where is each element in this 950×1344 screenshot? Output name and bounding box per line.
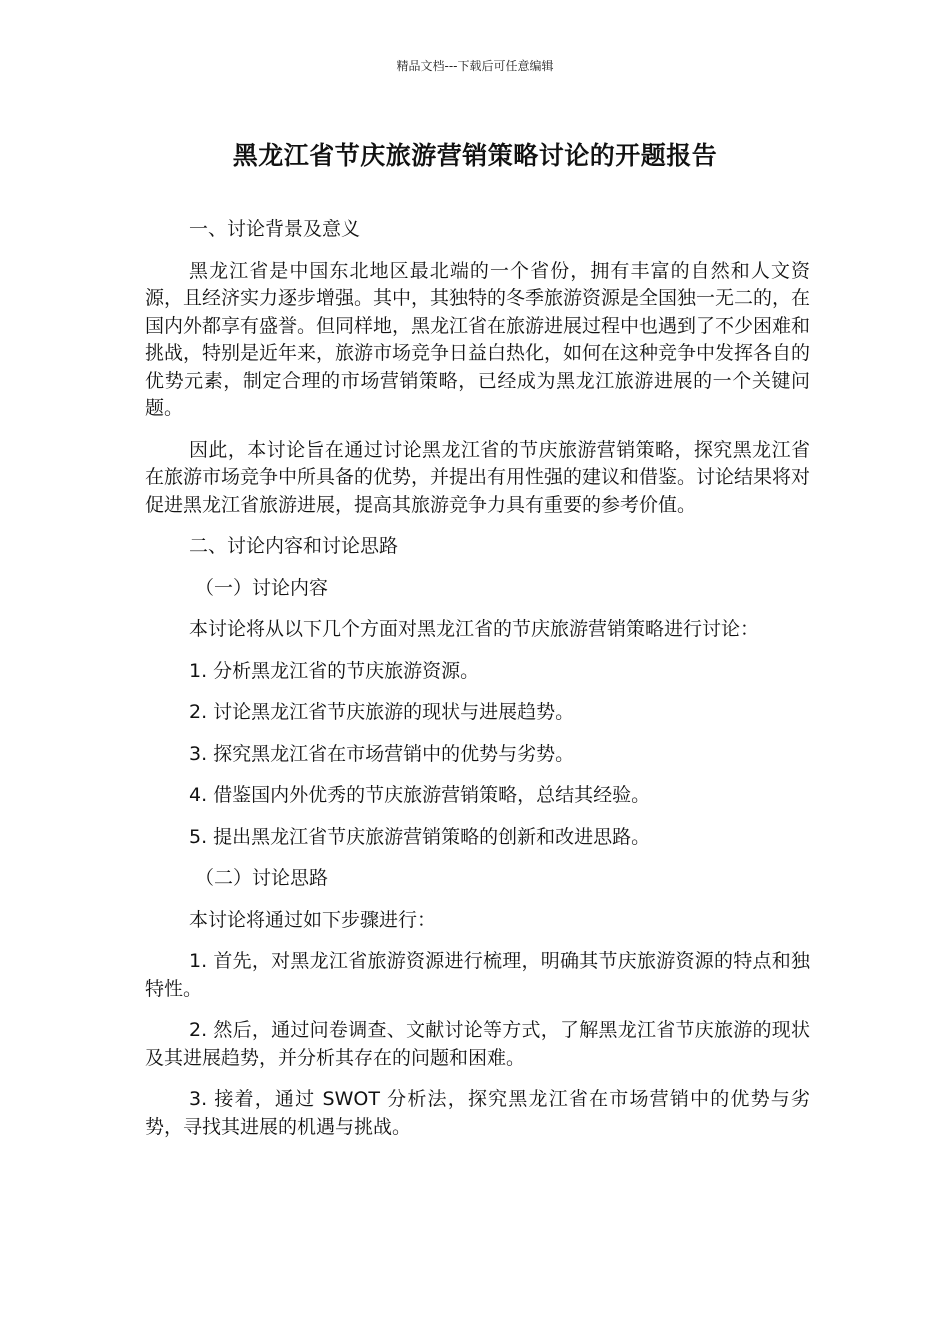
step-item: 3. 接着，通过 SWOT 分析法，探究黑龙江省在市场营销中的优势与劣势，寻找其进展的机遇与挑战。 [145,1088,810,1138]
list-item: 4. 借鉴国内外优秀的节庆旅游营销策略，总结其经验。 [189,784,651,806]
list-item: 2. 讨论黑龙江省节庆旅游的现状与进展趋势。 [189,701,575,723]
steps-intro: 本讨论将通过如下步骤进行： [189,908,437,931]
document-title: 黑龙江省节庆旅游营销策略讨论的开题报告 [232,141,718,170]
step-item: 1. 首先，对黑龙江省旅游资源进行梳理，明确其节庆旅游资源的特点和独特性。 [145,950,810,1000]
document-body [145,216,810,1155]
section-heading-content: 二、讨论内容和讨论思路 [189,535,399,557]
list-item: 3. 探究黑龙江省在市场营销中的优势与劣势。 [189,742,575,765]
subheading-content: （一）讨论内容 [195,576,329,599]
step-item: 2. 然后，通过问卷调查、文献讨论等方式，了解黑龙江省节庆旅游的现状及其进展趋势，并分析其存在的问题和困难。 [145,1019,810,1069]
background-paragraph-2: 因此，本讨论旨在通过讨论黑龙江省的节庆旅游营销策略，探究黑龙江省在旅游市场竞争中所具备的优势，并提出有用性强的建议和借鉴。讨论结果将对促进黑龙江省旅游进展，提高其旅游竞争力具有重要的参考价值。 [145,438,811,516]
background-paragraph-1: 黑龙江省是中国东北地区最北端的一个省份，拥有丰富的自然和人文资源，且经济实力逐步增强。其中，其独特的冬季旅游资源是全国独一无二的，在国内外都享有盛誉。但同样地，黑龙江省在旅游进展过程中也遇到了不少困难和挑战，特别是近年来，旅游市场竞争日益白热化，如何在这种竞争中发挥各自的优势元素，制定合理的市场营销策略，已经成为黑龙江旅游进展的一个关键问题。 [145,259,811,419]
list-item: 5. 提出黑龙江省节庆旅游营销策略的创新和改进思路。 [189,825,651,848]
subheading-approach: （二）讨论思路 [195,867,329,889]
list-item: 1. 分析黑龙江省的节庆旅游资源。 [189,659,480,682]
section-heading-background: 一、讨论背景及意义 [189,218,361,240]
content-intro: 本讨论将从以下几个方面对黑龙江省的节庆旅游营销策略进行讨论： [189,618,760,640]
page-header: 精品文档---下载后可任意编辑 [396,59,554,73]
